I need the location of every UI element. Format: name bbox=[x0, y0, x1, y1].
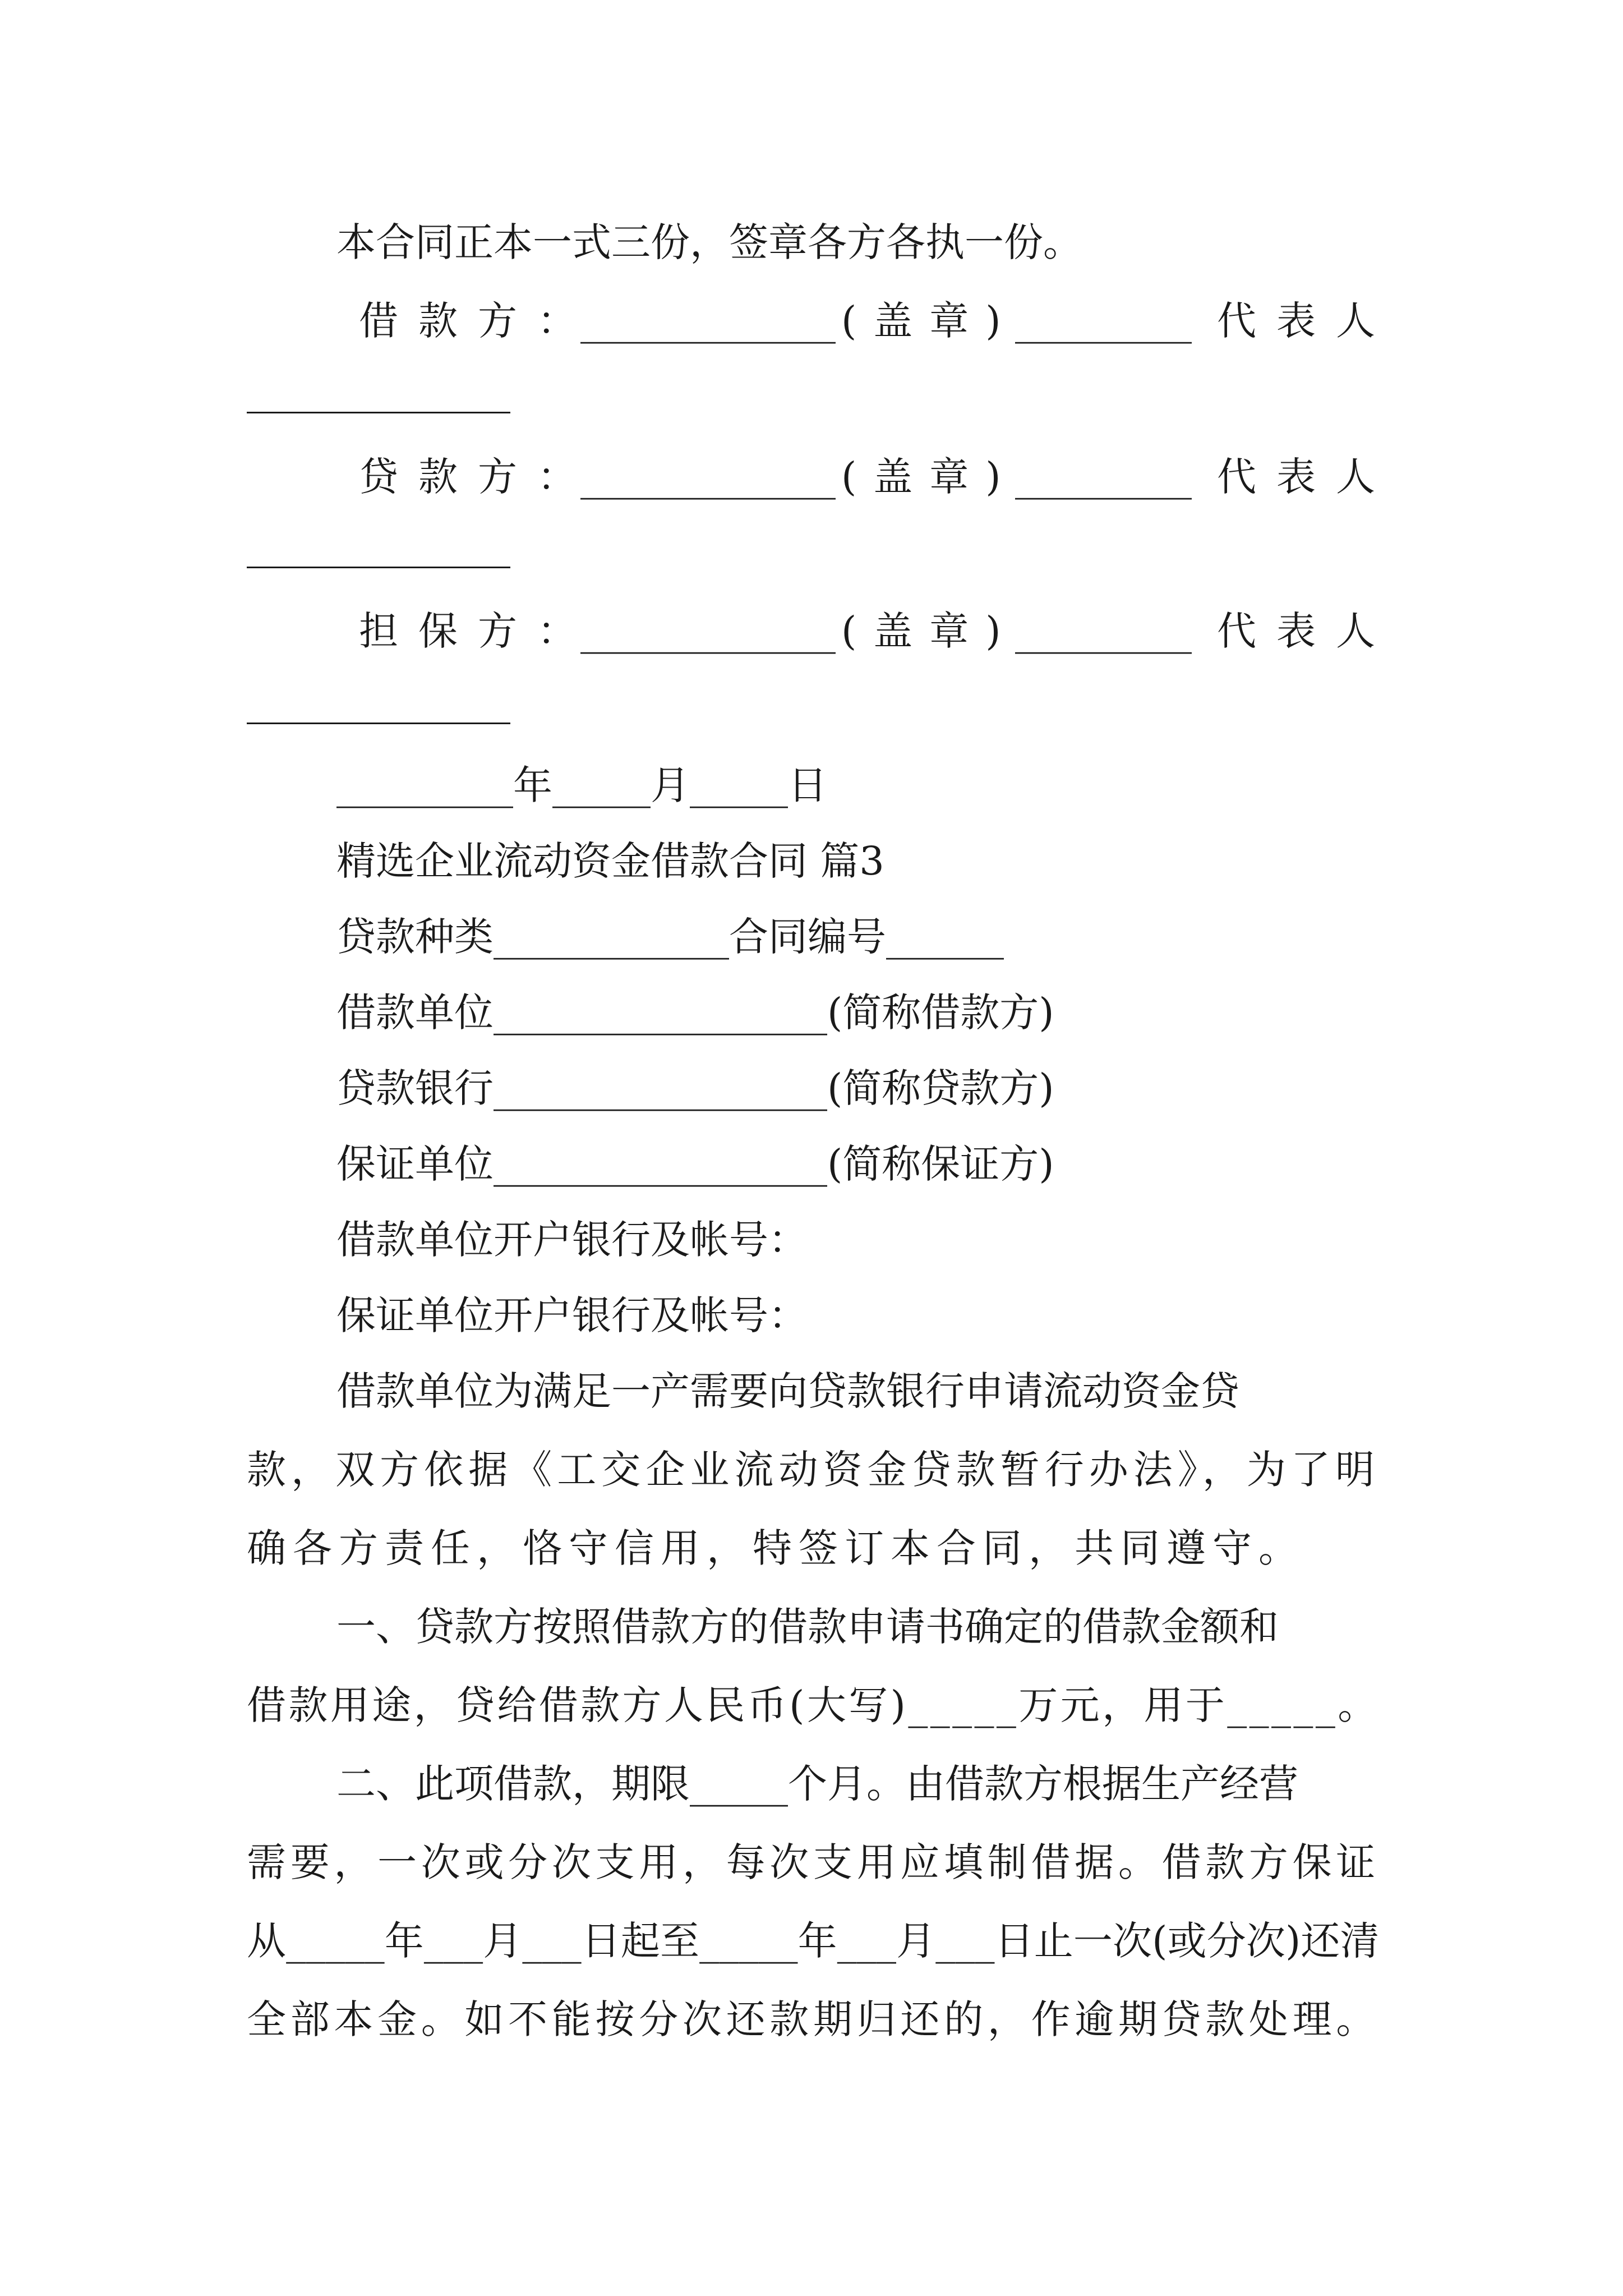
paragraph-intro-line: 借款单位为满足一产需要向贷款银行申请流动资金贷 bbox=[336, 1368, 1239, 1414]
signature-label: 贷款方： bbox=[359, 454, 597, 500]
clause-2-line: 需要，一次或分次支用，每次支用应填制借据。借款方保证 bbox=[247, 1839, 1380, 1885]
clause-2-line: 二、此项借款，期限_____个月。由借款方根据生产经营 bbox=[336, 1761, 1298, 1807]
section-title: 精选企业流动资金借款合同 篇3 bbox=[336, 838, 884, 884]
representative-blank-line bbox=[247, 723, 510, 724]
signature-blank: _____________ bbox=[580, 608, 836, 654]
signature-label: 借款方： bbox=[359, 298, 597, 344]
copies-statement: 本合同正本一式三份，签章各方各执一份。 bbox=[336, 219, 1082, 265]
seal-label: (盖章) bbox=[841, 454, 1018, 500]
signature-label: 担保方： bbox=[359, 608, 597, 654]
seal-label: (盖章) bbox=[841, 298, 1018, 344]
representative-label: 代表人 bbox=[1217, 298, 1395, 344]
clause-2-line: 从_____年___月___日起至_____年___月___日止一次(或分次)还清 bbox=[247, 1918, 1380, 1964]
paragraph-intro-line: 款，双方依据《工交企业流动资金贷款暂行办法》，为了明 bbox=[247, 1447, 1380, 1493]
date-line: _________年_____月_____日 bbox=[336, 762, 827, 808]
signature-blank: _____________ bbox=[580, 454, 836, 500]
signature-blank: _________ bbox=[1015, 608, 1192, 654]
paragraph-intro-line: 确各方责任，恪守信用，特签订本合同，共同遵守。 bbox=[247, 1525, 1304, 1571]
clause-1-line: 借款用途，贷给借款方人民币(大写)_____万元，用于_____。 bbox=[247, 1682, 1380, 1728]
signature-blank: _________ bbox=[1015, 454, 1192, 500]
clause-2-line: 全部本金。如不能按分次还款期归还的，作逾期贷款处理。 bbox=[247, 1996, 1380, 2042]
clause-1-line: 一、贷款方按照借款方的借款申请书确定的借款金额和 bbox=[336, 1604, 1279, 1650]
seal-label: (盖章) bbox=[841, 608, 1018, 654]
field-borrower-account: 借款单位开户银行及帐号： bbox=[336, 1217, 808, 1263]
field-guarantor: 保证单位_________________(简称保证方) bbox=[336, 1141, 1054, 1187]
representative-label: 代表人 bbox=[1217, 608, 1395, 654]
representative-blank-line bbox=[247, 412, 510, 413]
signature-blank: _____________ bbox=[580, 298, 836, 344]
field-bank: 贷款银行_________________(简称贷款方) bbox=[336, 1065, 1054, 1111]
field-guarantor-account: 保证单位开户银行及帐号： bbox=[336, 1292, 808, 1338]
signature-blank: _________ bbox=[1015, 298, 1192, 344]
field-loan-type: 贷款种类____________合同编号______ bbox=[336, 914, 1004, 960]
field-borrower: 借款单位_________________(简称借款方) bbox=[336, 990, 1054, 1036]
representative-label: 代表人 bbox=[1217, 454, 1395, 500]
representative-blank-line bbox=[247, 567, 510, 568]
